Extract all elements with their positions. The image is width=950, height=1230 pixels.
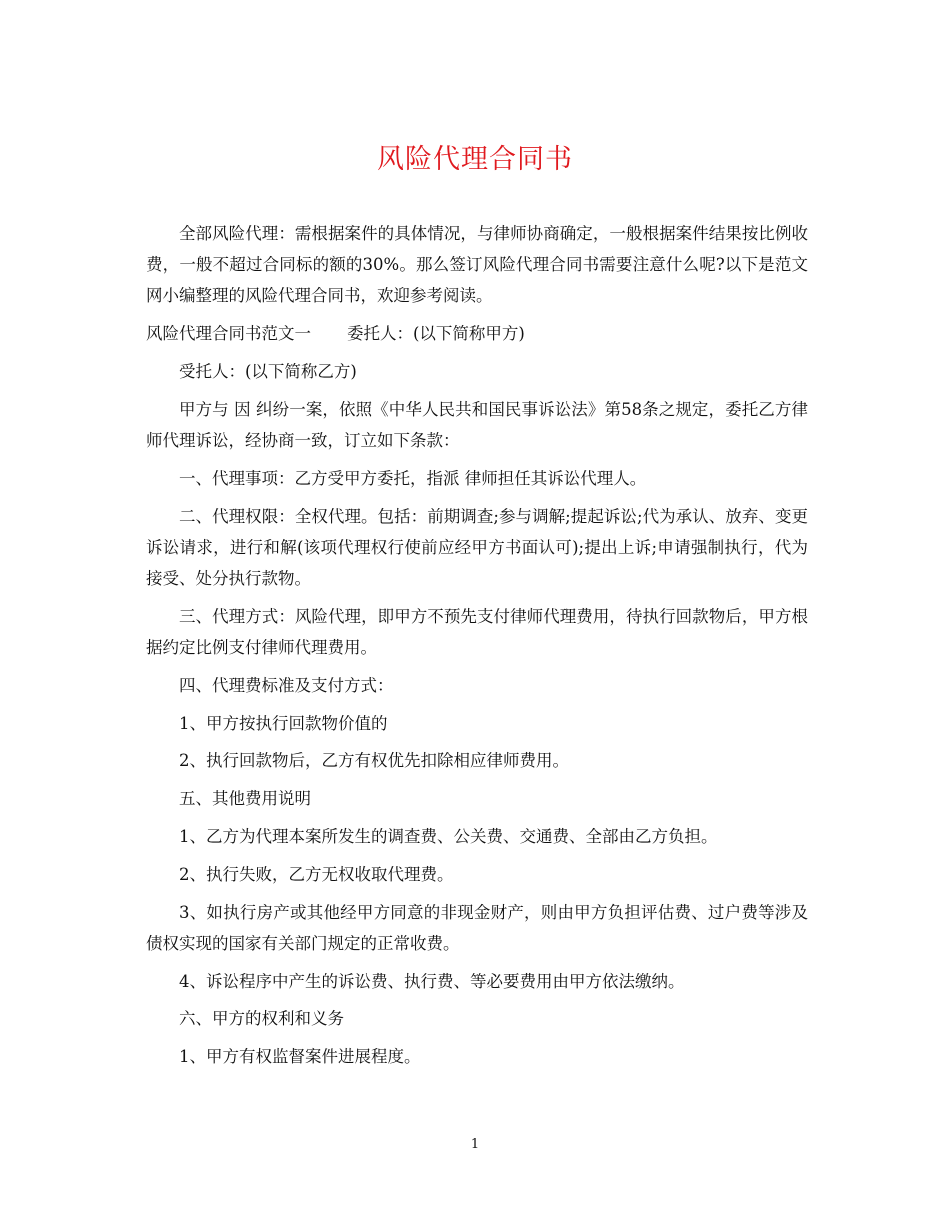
clause-5-item-1: 1、乙方为代理本案所发生的调查费、公关费、交通费、全部由乙方负担。 bbox=[179, 826, 718, 846]
clause-4-item-1: 1、甲方按执行回款物价值的 bbox=[179, 713, 388, 733]
intro-paragraph: 全部风险代理：需根据案件的具体情况，与律师协商确定，一般根据案件结果按比例收费，一般不超过合同标的额的30%。那么签订风险代理合同书需要注意什么呢?以下是范文网小编整理的风险代理合同书，欢迎参考阅读。 bbox=[146, 224, 808, 306]
document-title: 风险代理合同书 bbox=[377, 144, 573, 175]
preamble-paragraph: 甲方与 因 纠纷一案，依照《中华人民共和国民事诉讼法》第58条之规定，委托乙方律师代理诉讼，经协商一致，订立如下条款： bbox=[146, 399, 808, 450]
clause-3: 三、代理方式：风险代理，即甲方不预先支付律师代理费用，待执行回款物后，甲方根据约定比例支付律师代理费用。 bbox=[146, 606, 808, 657]
sample-heading: 风险代理合同书范文一 bbox=[146, 324, 311, 344]
clause-4-item-2: 2、执行回款物后，乙方有权优先扣除相应律师费用。 bbox=[179, 751, 569, 771]
document-body bbox=[146, 218, 808, 1072]
clause-2: 二、代理权限：全权代理。包括：前期调查;参与调解;提起诉讼;代为承认、放弃、变更诉讼请求，进行和解(该项代理权行使前应经甲方书面认可);提出上诉;申请强制执行，代为接受、处分执行款物。 bbox=[146, 506, 808, 588]
clause-5-item-4: 4、诉讼程序中产生的诉讼费、执行费、等必要费用由甲方依法缴纳。 bbox=[179, 971, 685, 991]
clause-5-heading: 五、其他费用说明 bbox=[179, 789, 311, 809]
clause-6-item-1: 1、甲方有权监督案件进展程度。 bbox=[179, 1047, 421, 1067]
clause-6-heading: 六、甲方的权利和义务 bbox=[179, 1009, 344, 1029]
sample-heading-line bbox=[146, 318, 808, 349]
clause-4-heading: 四、代理费标准及支付方式： bbox=[179, 675, 394, 695]
clause-1: 一、代理事项：乙方受甲方委托，指派 律师担任其诉讼代理人。 bbox=[179, 468, 647, 488]
client-line: 委托人：(以下简称甲方) bbox=[347, 324, 525, 344]
clause-5-item-3: 3、如执行房产或其他经甲方同意的非现金财产，则由甲方负担评估费、过户费等涉及债权实现的国家有关部门规定的正常收费。 bbox=[146, 902, 808, 953]
clause-5-item-2: 2、执行失败，乙方无权收取代理费。 bbox=[179, 864, 454, 884]
trustee-line: 受托人：(以下简称乙方) bbox=[179, 362, 357, 381]
page-number: 1 bbox=[470, 1137, 480, 1152]
